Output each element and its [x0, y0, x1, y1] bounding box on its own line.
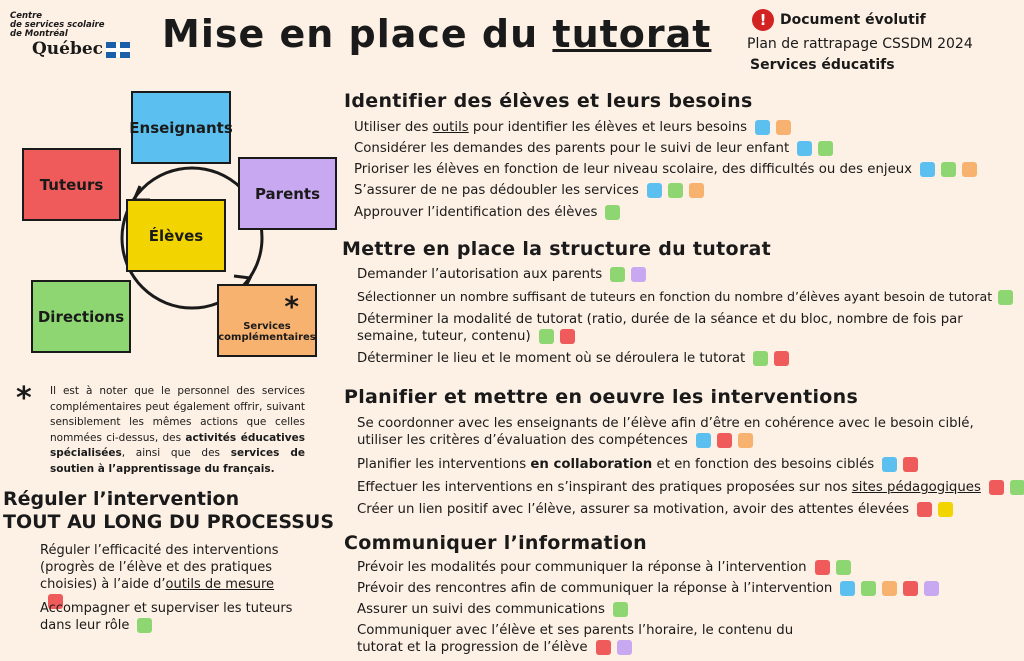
- card-services-complementaires: * Services complémentaires: [217, 284, 317, 357]
- card-parents: Parents: [238, 157, 337, 230]
- tuteurs-tag-icon: [917, 502, 932, 517]
- section-heading: Planifier et mettre en oeuvre les interventions: [344, 386, 859, 408]
- list-item: Se coordonner avec les enseignants de l’élève afin d’être en cohérence avec le besoin ciblé, utiliser les critères d’évaluation des compétences: [357, 416, 974, 448]
- directions-tag-icon: [818, 141, 833, 156]
- measure-tools-link[interactable]: outils de mesure: [165, 577, 275, 592]
- directions-tag-icon: [605, 205, 620, 220]
- asterisk-icon: *: [16, 381, 32, 416]
- page-title: Mise en place du tutorat: [162, 12, 712, 56]
- tuteurs-tag-icon: [903, 581, 918, 596]
- section-heading: Communiquer l’information: [344, 532, 647, 554]
- note-text: Il est à noter que le personnel des services complémentaires peut également offrir, suivant sensiblement les mêmes actions que celles nommées ci-dessus, des activités éducatives spécialisées, ainsi que des services de soutien à l’apprentissage du français.: [50, 385, 305, 475]
- services-label: Services éducatifs: [750, 57, 895, 73]
- tuteurs-tag-icon: [989, 480, 1004, 495]
- tools-link[interactable]: outils: [432, 120, 469, 135]
- list-item: Prévoir les modalités pour communiquer la réponse à l’intervention: [357, 559, 851, 576]
- actor-tags: [989, 480, 1024, 495]
- enseignants-tag-icon: [647, 183, 662, 198]
- eleves-tag-icon: [938, 502, 953, 517]
- directions-tag-icon: [1010, 480, 1024, 495]
- alert-text: Document évolutif: [780, 12, 926, 28]
- list-item: Déterminer la modalité de tutorat (ratio, durée de la séance et du bloc, nombre de fois par semaine, tuteur, contenu): [357, 312, 963, 344]
- enseignants-tag-icon: [755, 120, 770, 135]
- actor-tags: [605, 205, 620, 220]
- actor-tags: [840, 581, 939, 596]
- actor-tags: [596, 640, 632, 655]
- list-item: Effectuer les interventions en s’inspirant des pratiques proposées sur nos sites pédagogiques: [357, 479, 1024, 496]
- list-item: Demander l’autorisation aux parents: [357, 266, 646, 283]
- enseignants-tag-icon: [882, 457, 897, 472]
- actor-tags: [755, 120, 791, 135]
- directions-tag-icon: [539, 329, 554, 344]
- directions-tag-icon: [668, 183, 683, 198]
- directions-tag-icon: [613, 602, 628, 617]
- list-item: S’assurer de ne pas dédoubler les services: [354, 182, 704, 199]
- plan-label: Plan de rattrapage CSSDM 2024: [747, 36, 973, 52]
- parents-tag-icon: [617, 640, 632, 655]
- card-eleves: Élèves: [126, 199, 226, 272]
- regulate-heading: Réguler l’intervention TOUT AU LONG DU PROCESSUS: [3, 488, 335, 533]
- actor-tags: [613, 602, 628, 617]
- list-item: Créer un lien positif avec l’élève, assurer sa motivation, avoir des attentes élevées: [357, 501, 953, 518]
- directions-tag-icon: [610, 267, 625, 282]
- directions-tag-icon: [941, 162, 956, 177]
- list-item: Prévoir des rencontres afin de communiquer la réponse à l’intervention: [357, 580, 939, 597]
- alert-notice: [752, 9, 926, 31]
- actor-tags: [797, 141, 833, 156]
- directions-tag-icon: [836, 560, 851, 575]
- alert-icon: !: [752, 9, 774, 31]
- enseignants-tag-icon: [797, 141, 812, 156]
- services-tag-icon: [882, 581, 897, 596]
- actor-tags: [137, 618, 152, 633]
- card-enseignants: Enseignants: [131, 91, 231, 164]
- asterisk-icon: *: [284, 289, 299, 323]
- enseignants-tag-icon: [840, 581, 855, 596]
- actor-tags: [882, 457, 918, 472]
- services-tag-icon: [689, 183, 704, 198]
- section-heading: Identifier des élèves et leurs besoins: [344, 90, 753, 112]
- list-item: Considérer les demandes des parents pour le suivi de leur enfant: [354, 140, 833, 157]
- list-item: Utiliser des outils pour identifier les élèves et leurs besoins: [354, 119, 791, 136]
- regulate-item: Accompagner et superviser les tuteurs dans leur rôle: [40, 601, 293, 633]
- tuteurs-tag-icon: [903, 457, 918, 472]
- actor-tags: [753, 351, 789, 366]
- pedagogical-sites-link[interactable]: sites pédagogiques: [851, 480, 981, 495]
- card-directions: Directions: [31, 280, 131, 353]
- list-item: Sélectionner un nombre suffisant de tuteurs en fonction du nombre d’élèves ayant besoin de tutorat: [357, 288, 1013, 305]
- cssdm-logo: Centre de services scolaire de Montréal Québec: [10, 12, 140, 59]
- actor-tags: [920, 162, 977, 177]
- actor-tags: [917, 502, 953, 517]
- section-heading: Mettre en place la structure du tutorat: [342, 238, 771, 260]
- services-tag-icon: [962, 162, 977, 177]
- list-item: Planifier les interventions en collaboration et en fonction des besoins ciblés: [357, 456, 918, 473]
- list-item: Approuver l’identification des élèves: [354, 204, 620, 221]
- actor-tags: [647, 183, 704, 198]
- quebec-flag-icon: [106, 42, 130, 58]
- actor-tags: [610, 267, 646, 282]
- list-item: Communiquer avec l’élève et ses parents l’horaire, le contenu du tutorat et la progression de l’élève: [357, 623, 794, 655]
- parents-tag-icon: [924, 581, 939, 596]
- tuteurs-tag-icon: [774, 351, 789, 366]
- actor-tags: [815, 560, 851, 575]
- services-tag-icon: [738, 433, 753, 448]
- parents-tag-icon: [631, 267, 646, 282]
- quebec-wordmark: Québec: [32, 39, 104, 59]
- actor-tags: [539, 329, 575, 344]
- directions-tag-icon: [861, 581, 876, 596]
- enseignants-tag-icon: [696, 433, 711, 448]
- directions-tag-icon: [998, 290, 1013, 305]
- tuteurs-tag-icon: [596, 640, 611, 655]
- tuteurs-tag-icon: [815, 560, 830, 575]
- services-tag-icon: [776, 120, 791, 135]
- actor-tags: [696, 433, 753, 448]
- list-item: Assurer un suivi des communications: [357, 601, 628, 618]
- tuteurs-tag-icon: [560, 329, 575, 344]
- actor-tags: [998, 290, 1013, 305]
- regulate-item: Réguler l’efficacité des interventions (progrès de l’élève et des pratiques choisies) à l’aide d’outils de mesure: [40, 542, 290, 610]
- directions-tag-icon: [753, 351, 768, 366]
- enseignants-tag-icon: [920, 162, 935, 177]
- list-item: Prioriser les élèves en fonction de leur niveau scolaire, des difficultés ou des enjeux: [354, 161, 977, 178]
- directions-tag-icon: [137, 618, 152, 633]
- card-tuteurs: Tuteurs: [22, 148, 121, 221]
- tuteurs-tag-icon: [717, 433, 732, 448]
- list-item: Déterminer le lieu et le moment où se déroulera le tutorat: [357, 350, 789, 367]
